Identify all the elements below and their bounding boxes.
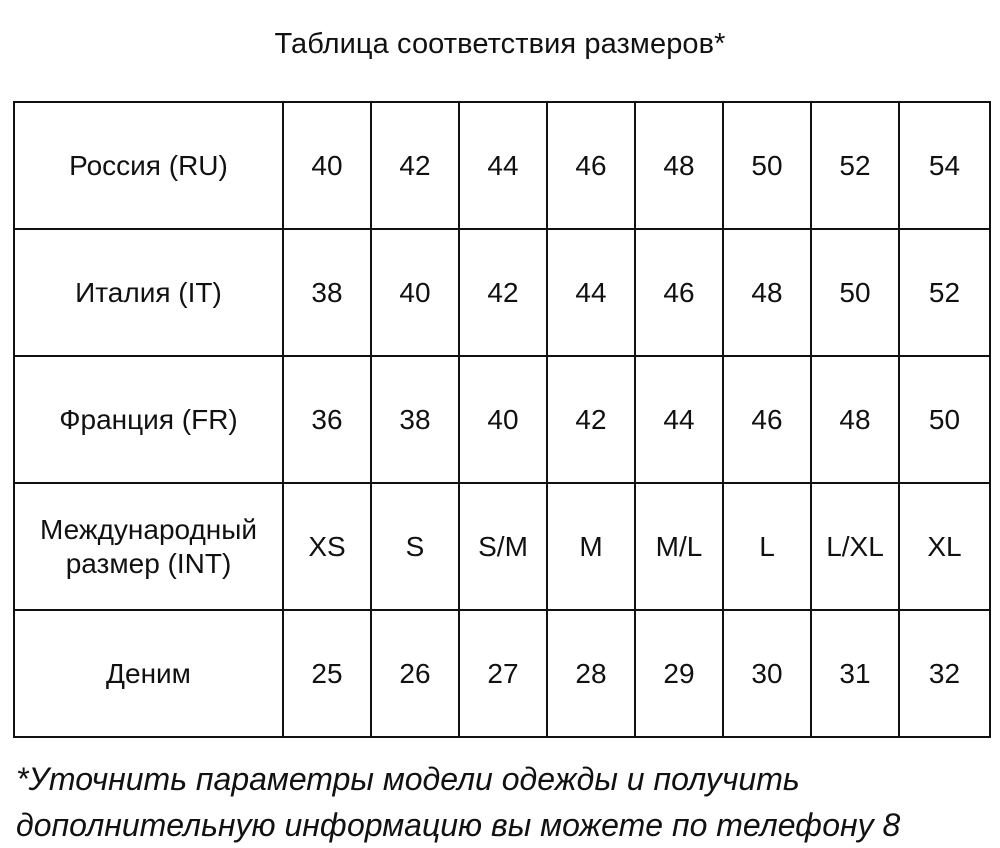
- table-cell: M/L: [635, 483, 723, 610]
- table-cell: M: [547, 483, 635, 610]
- table-cell: S/M: [459, 483, 547, 610]
- table-cell: 36: [283, 356, 371, 483]
- table-cell: L: [723, 483, 811, 610]
- table-cell: 48: [811, 356, 899, 483]
- table-cell: 50: [723, 102, 811, 229]
- table-cell: 46: [547, 102, 635, 229]
- table-cell: 38: [283, 229, 371, 356]
- footnote-line-1: *Уточнить параметры модели одежды и получить: [16, 761, 800, 797]
- table-cell: 48: [635, 102, 723, 229]
- table-cell: 40: [371, 229, 459, 356]
- table-cell: 46: [635, 229, 723, 356]
- table-cell: XS: [283, 483, 371, 610]
- table-cell: 52: [811, 102, 899, 229]
- table-cell: 44: [635, 356, 723, 483]
- table-cell: 54: [899, 102, 990, 229]
- size-chart-table: [13, 101, 991, 738]
- table-cell: 25: [283, 610, 371, 737]
- table-cell: 44: [459, 102, 547, 229]
- table-row-int: [14, 483, 990, 610]
- table-cell: 30: [723, 610, 811, 737]
- table-row-ru: [14, 102, 990, 229]
- table-cell: 44: [547, 229, 635, 356]
- table-cell: 31: [811, 610, 899, 737]
- page-title: Таблица соответствия размеров*: [274, 28, 726, 60]
- table-cell: 40: [459, 356, 547, 483]
- table-row-denim: [14, 610, 990, 737]
- table-cell: 29: [635, 610, 723, 737]
- row-label-ru: Россия (RU): [14, 102, 283, 229]
- table-cell: 48: [723, 229, 811, 356]
- table-cell: 46: [723, 356, 811, 483]
- table-cell: 38: [371, 356, 459, 483]
- table-cell: 42: [371, 102, 459, 229]
- table-cell: XL: [899, 483, 990, 610]
- table-cell: 50: [899, 356, 990, 483]
- table-cell: 27: [459, 610, 547, 737]
- table-cell: 40: [283, 102, 371, 229]
- table-cell: 26: [371, 610, 459, 737]
- row-label-it: Италия (IT): [14, 229, 283, 356]
- table-cell: L/XL: [811, 483, 899, 610]
- row-label-fr: Франция (FR): [14, 356, 283, 483]
- table-cell: 28: [547, 610, 635, 737]
- table-cell: 42: [547, 356, 635, 483]
- table-cell: 32: [899, 610, 990, 737]
- footnote-line-2: дополнительную информацию вы можете по телефону 8: [16, 807, 901, 843]
- row-label-denim: Деним: [14, 610, 283, 737]
- table-cell: 42: [459, 229, 547, 356]
- table-cell: 52: [899, 229, 990, 356]
- table-row-it: [14, 229, 990, 356]
- row-label-int: Международный размер (INT): [14, 483, 283, 610]
- footnote: [16, 756, 992, 843]
- table-cell: 50: [811, 229, 899, 356]
- table-row-fr: [14, 356, 990, 483]
- table-cell: S: [371, 483, 459, 610]
